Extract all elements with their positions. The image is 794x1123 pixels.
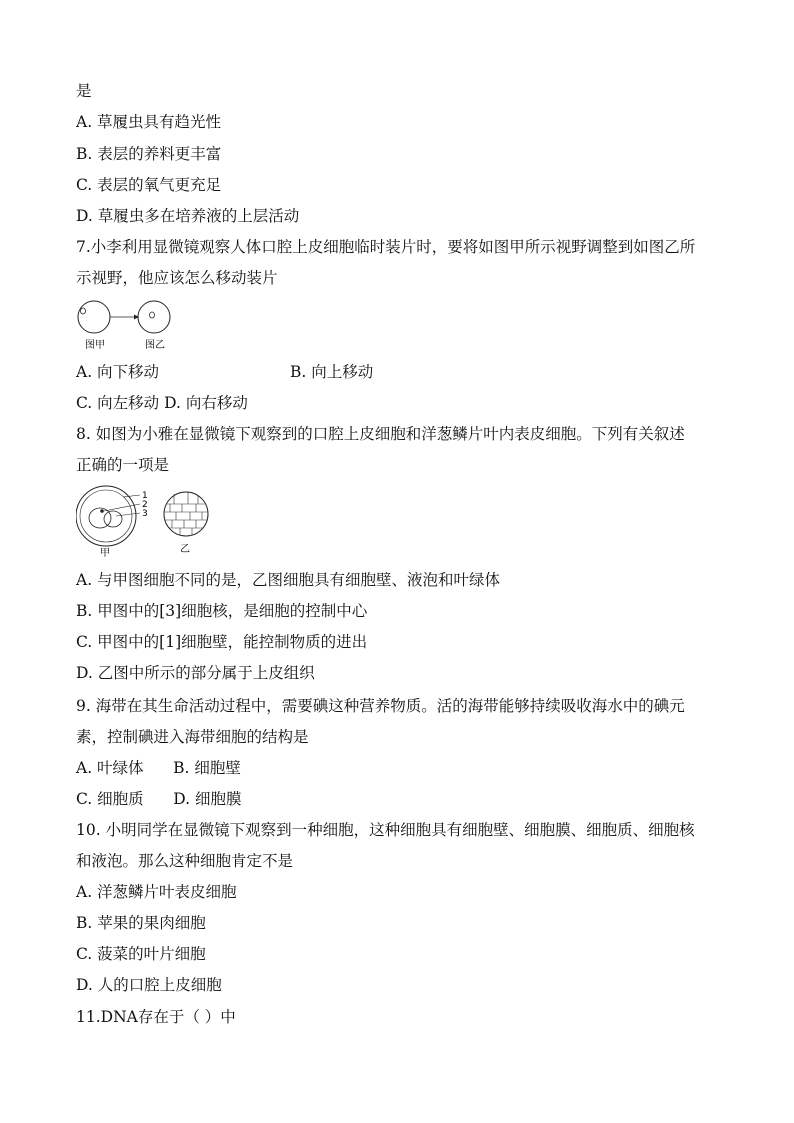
- q10-option-b: B. 苹果的果肉细胞: [76, 914, 206, 932]
- q9-stem-line1: 9. 海带在其生命活动过程中，需要碘这种营养物质。活的海带能够持续吸收海水中的碘元: [76, 697, 685, 715]
- q8-option-a: A. 与甲图细胞不同的是，乙图细胞具有细胞壁、液泡和叶绿体: [76, 571, 501, 589]
- q10-stem-line1: 10. 小明同学在显微镜下观察到一种细胞，这种细胞具有细胞壁、细胞膜、细胞质、细胞核: [76, 821, 695, 839]
- label-num-2: 2: [142, 500, 148, 510]
- q11-stem: 11.DNA存在于（ ）中: [76, 1008, 236, 1026]
- view-a-circle: [78, 301, 110, 333]
- q10-option-d: D. 人的口腔上皮细胞: [76, 976, 222, 994]
- q8-option-c: C. 甲图中的[1]细胞壁，能控制物质的进出: [76, 633, 368, 651]
- q10-option-c: C. 菠菜的叶片细胞: [76, 945, 206, 963]
- label-num-3: 3: [142, 509, 148, 519]
- q8-stem-line1: 8. 如图为小雅在显微镜下观察到的口腔上皮细胞和洋葱鳞片叶内表皮细胞。下列有关叙述: [76, 425, 685, 443]
- q9-stem-line2: 素，控制碘进入海带细胞的结构是: [76, 728, 309, 746]
- q9-option-cd: C. 细胞质 D. 细胞膜: [76, 790, 242, 808]
- fig-label-a: 图甲: [85, 340, 105, 351]
- q8-figure: [76, 484, 216, 564]
- view-b-circle: [138, 301, 170, 333]
- q10-stem-line2: 和液泡。那么这种细胞肯定不是: [76, 852, 294, 870]
- q8-option-b: B. 甲图中的[3]细胞核，是细胞的控制中心: [76, 602, 368, 620]
- q10-option-a: A. 洋葱鳞片叶表皮细胞: [76, 883, 237, 901]
- q7-option-cd: C. 向左移动 D. 向右移动: [76, 394, 248, 412]
- q8-stem-line2: 正确的一项是: [76, 456, 170, 474]
- arrow-icon: [110, 315, 139, 320]
- q7-stem-line2: 示视野，他应该怎么移动装片: [76, 269, 278, 287]
- q8-option-d: D. 乙图中所示的部分属于上皮组织: [76, 664, 315, 682]
- fig-label-yi: 乙: [180, 544, 190, 555]
- q6-option-a: A. 草履虫具有趋光性: [76, 113, 222, 131]
- q6-option-c: C. 表层的氧气更充足: [76, 176, 222, 194]
- q7-stem-line1: 7.小李利用显微镜观察人体口腔上皮细胞临时装片时，要将如图甲所示视野调整到如图乙所: [76, 238, 696, 256]
- q7-option-b: B. 向上移动: [290, 363, 374, 381]
- q7-option-a: A. 向下移动: [76, 363, 160, 381]
- q6-option-b: B. 表层的养料更丰富: [76, 145, 222, 163]
- label-num-1: 1: [142, 491, 148, 501]
- fig-label-jia: 甲: [100, 548, 110, 559]
- q7-figure: [76, 298, 186, 358]
- cheek-cell-view: [76, 486, 148, 546]
- q6-option-d: D. 草履虫多在培养液的上层活动: [76, 207, 300, 225]
- q6-stem-tail: 是: [76, 82, 92, 100]
- onion-cell-view: [164, 492, 208, 536]
- q9-option-ab: A. 叶绿体 B. 细胞壁: [76, 759, 241, 777]
- fig-label-b: 图乙: [145, 340, 165, 351]
